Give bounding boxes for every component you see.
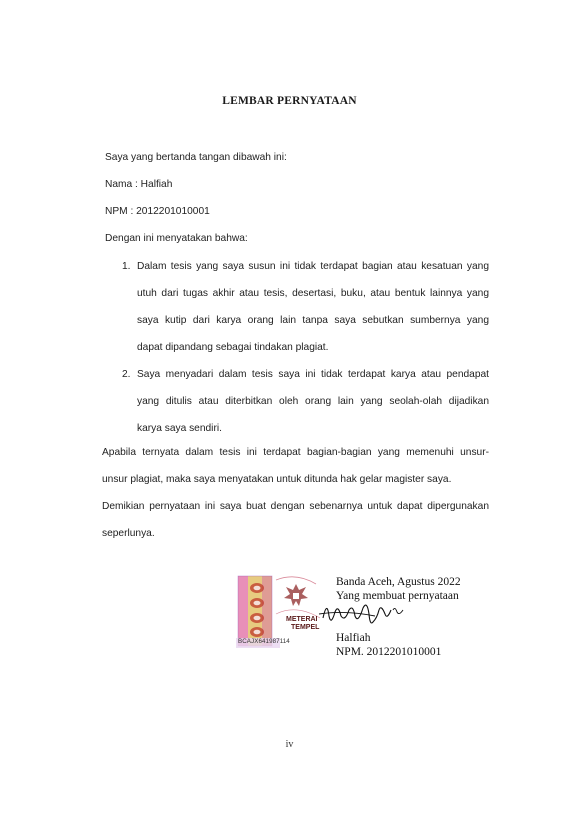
list-item-line: Dalam tesis yang saya susun ini tidak terdapat bagian atau kesatuan yang	[137, 261, 489, 272]
intro-text: Saya yang bertanda tangan dibawah ini:	[105, 152, 287, 163]
list-item-line: Saya menyadari dalam tesis saya ini tidak terdapat karya atau pendapat	[137, 369, 489, 380]
list-item-line: karya saya sendiri.	[137, 423, 222, 434]
npm-line: NPM : 2012201010001	[105, 206, 210, 217]
statement-intro: Dengan ini menyatakan bahwa:	[105, 233, 248, 244]
list-number: 1.	[122, 261, 131, 272]
list-item-line: yang ditulis atau diterbitkan oleh orang lain yang seolah-olah dijadikan	[137, 396, 489, 407]
list-number: 2.	[122, 369, 131, 380]
stamp-serial: BCAJX641987114	[238, 638, 290, 645]
stamp-label-top: METERAI	[286, 616, 318, 623]
signature-npm: NPM. 2012201010001	[336, 646, 442, 658]
signature-place-date: Banda Aceh, Agustus 2022	[336, 576, 461, 588]
page-number: iv	[285, 739, 294, 750]
list-item-line: dapat dipandang sebagai tindakan plagiat.	[137, 342, 329, 353]
stamp-label-bottom: TEMPEL	[291, 624, 320, 631]
paragraph-line: Demikian pernyataan ini saya buat dengan sebenarnya untuk dapat dipergunakan	[102, 501, 489, 512]
signature-role: Yang membuat pernyataan	[336, 590, 459, 602]
paragraph-line: unsur plagiat, maka saya menyatakan untuk ditunda hak gelar magister saya.	[102, 474, 452, 485]
page-title: LEMBAR PERNYATAAN	[222, 95, 357, 107]
list-item-line: saya kutip dari karya orang lain tanpa saya sebutkan sumbernya yang	[137, 315, 489, 326]
paragraph-line: seperlunya.	[102, 528, 155, 539]
list-item-line: utuh dari tugas akhir atau tesis, desertasi, buku, atau bentuk lainnya yang	[137, 288, 489, 299]
name-line: Nama : Halfiah	[105, 179, 173, 190]
signature-name: Halfiah	[336, 632, 371, 644]
paragraph-line: Apabila ternyata dalam tesis ini terdapat bagian-bagian yang memenuhi unsur-	[102, 447, 489, 458]
handwritten-signature	[315, 596, 410, 632]
